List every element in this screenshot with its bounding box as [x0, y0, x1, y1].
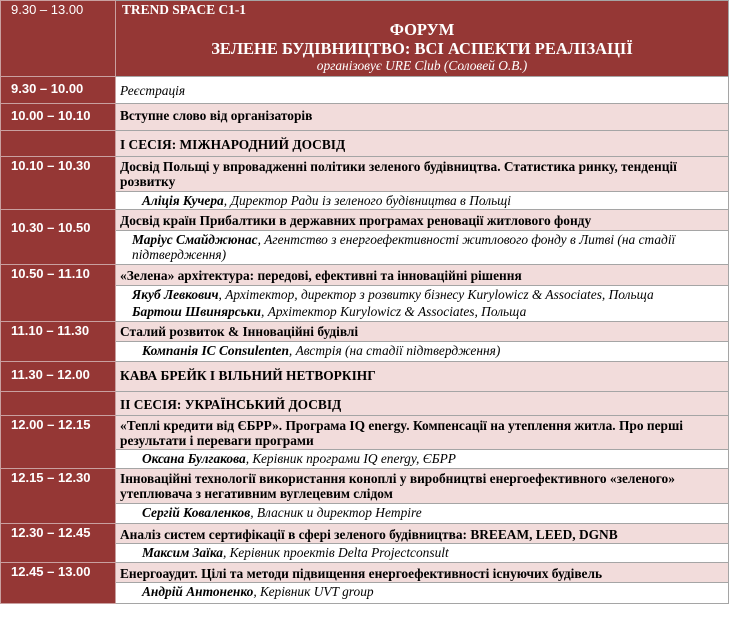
header-time: 9.30 – 13.00 — [1, 1, 116, 77]
speaker-line — [116, 231, 728, 264]
table-row — [1, 563, 729, 583]
row-text: Досвід Польщі у впровадженні політики зеленого будівництва. Статистика ринку, тенденції розвитку — [120, 159, 677, 189]
table-row — [1, 524, 729, 544]
venue-title: TREND SPACE C1-1 — [122, 2, 246, 17]
row-text: Аналіз систем сертифікації в сфері зеленого будівництва: BREEAM, LEED, DGNB — [120, 527, 618, 542]
speaker-name: Якуб Левкович — [132, 287, 219, 302]
table-row — [1, 362, 729, 392]
table-row — [1, 77, 729, 104]
header-cell — [116, 1, 729, 77]
speaker-line — [116, 286, 728, 303]
row-time: 10.10 – 10.30 — [1, 157, 116, 210]
speaker-line — [116, 192, 728, 209]
row-time: 12.15 – 12.30 — [1, 469, 116, 524]
session-title: І СЕСІЯ: МІЖНАРОДНИЙ ДОСВІД — [120, 137, 346, 152]
speaker-name: Аліція Кучера — [142, 193, 224, 208]
speaker-role: , Агентство з енергоефективності житлового фонду в Литві (на стадії підтвердження) — [132, 232, 676, 262]
row-time: 11.30 – 12.00 — [1, 362, 116, 392]
session-title: ІІ СЕСІЯ: УКРАЇНСЬКИЙ ДОСВІД — [120, 397, 342, 412]
row-time: 12.00 – 12.15 — [1, 416, 116, 469]
speaker-line — [116, 303, 728, 321]
row-time: 10.50 – 11.10 — [1, 265, 116, 322]
speaker-role: , Власник и директор Hempire — [250, 505, 422, 520]
speaker-line — [116, 342, 728, 361]
row-time: 11.10 – 11.30 — [1, 322, 116, 362]
session-row — [1, 392, 729, 416]
speaker-role: , Керівник проектів Delta Projectconsult — [222, 545, 449, 560]
speaker-line — [116, 450, 728, 468]
speaker-line — [116, 504, 728, 523]
speaker-name: Андрій Антоненко — [142, 584, 254, 599]
row-text: Інноваційні технології використання коноплі у виробництві енергоефективного «зеленого» утеплювача з негативним вуглецевим слідом — [120, 471, 675, 501]
speaker-name: Маріус Смайджюнас — [132, 232, 258, 247]
table-row — [1, 265, 729, 286]
row-time: 12.30 – 12.45 — [1, 524, 116, 563]
speaker-line — [116, 544, 728, 562]
row-time: 12.45 – 13.00 — [1, 563, 116, 604]
speaker-role: , Директор Ради із зеленого будівництва в Польщі — [223, 193, 512, 208]
table-row — [1, 104, 729, 131]
speaker-name: Бартош Швинярськи — [132, 304, 261, 319]
speaker-role: , Архітектор, директор з розвитку бізнесу Kurylowicz & Associates, Польща — [218, 287, 654, 302]
speaker-role: , Австрія (на стадії підтвердження) — [288, 343, 501, 358]
speaker-name: Сергій Коваленков — [142, 505, 251, 520]
forum-organizer: організовує URE Club (Соловей О.В.) — [316, 58, 528, 73]
speaker-name: Оксана Булгакова — [142, 451, 246, 466]
row-text: КАВА БРЕЙК І ВІЛЬНИЙ НЕТВОРКІНГ — [120, 368, 376, 383]
row-text: «Зелена» архітектура: передові, ефективні та інноваційні рішення — [120, 268, 522, 283]
speaker-line — [116, 583, 728, 603]
forum-label: ФОРУМ — [389, 20, 455, 39]
header-row — [1, 1, 729, 77]
table-row — [1, 210, 729, 231]
row-time: 10.30 – 10.50 — [1, 210, 116, 265]
table-row — [1, 157, 729, 192]
speaker-role: , Архітектор Kurylowicz & Associates, Польща — [261, 304, 527, 319]
speaker-name: Максим Заїка — [142, 545, 223, 560]
speaker-name: Компанія IC Consulenten — [142, 343, 289, 358]
table-row — [1, 469, 729, 504]
forum-title: ЗЕЛЕНЕ БУДІВНИЦТВО: ВСІ АСПЕКТИ РЕАЛІЗАЦІЇ — [211, 39, 633, 58]
table-row — [1, 416, 729, 450]
row-time: 9.30 – 10.00 — [1, 77, 116, 104]
row-text: Реєстрація — [120, 83, 186, 98]
speaker-role: , Керівник UVT group — [253, 584, 374, 599]
row-text: Сталий розвиток & Інноваційні будівлі — [120, 324, 359, 339]
row-text: Досвід країн Прибалтики в державних програмах реновації житлового фонду — [120, 213, 592, 228]
row-time: 10.00 – 10.10 — [1, 104, 116, 131]
table-row — [1, 322, 729, 342]
speaker-role: , Керівник програми IQ energy, ЄБРР — [245, 451, 456, 466]
session-row — [1, 131, 729, 157]
row-text: Вступне слово від організаторів — [120, 108, 313, 123]
row-text: «Теплі кредити від ЄБРР». Програма IQ energy. Компенсації на утеплення житла. Про перші результати і переваги програми — [120, 418, 684, 448]
row-text: Енергоаудит. Цілі та методи підвищення енергоефективності існуючих будівель — [120, 566, 603, 581]
